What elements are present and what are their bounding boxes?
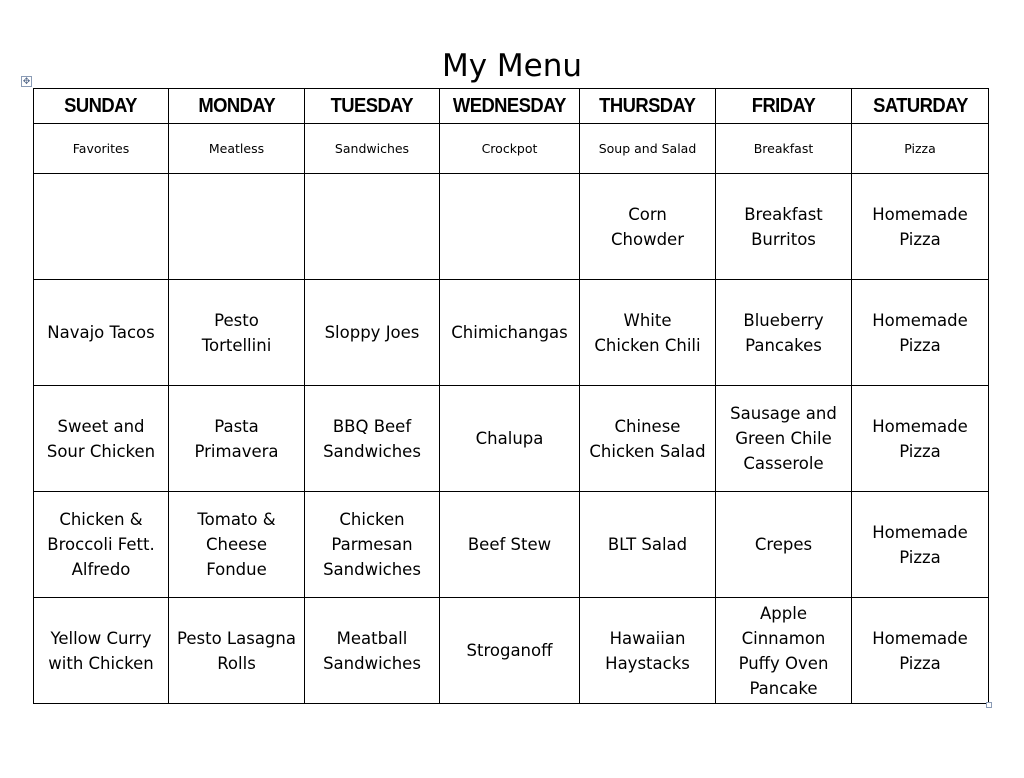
meal-row-week-2 — [34, 280, 989, 386]
meal-cell[interactable]: Chicken Parmesan Sandwiches — [305, 492, 440, 598]
meal-cell[interactable]: Sweet and Sour Chicken — [34, 386, 169, 492]
meal-cell[interactable]: Homemade Pizza — [852, 598, 989, 704]
meal-cell[interactable] — [440, 174, 580, 280]
meal-cell[interactable]: Yellow Curry with Chicken — [34, 598, 169, 704]
day-header-thursday[interactable]: THURSDAY — [580, 89, 716, 124]
theme-cell-monday[interactable]: Meatless — [169, 124, 305, 174]
meal-cell[interactable]: Tomato & Cheese Fondue — [169, 492, 305, 598]
table-move-handle-icon[interactable]: ✥ — [22, 76, 31, 86]
day-header-saturday[interactable]: SATURDAY — [852, 89, 989, 124]
meal-row-week-4 — [34, 492, 989, 598]
table-resize-handle-icon[interactable] — [986, 702, 992, 708]
meal-cell[interactable]: Homemade Pizza — [852, 174, 989, 280]
theme-row — [34, 124, 989, 174]
theme-cell-tuesday[interactable]: Sandwiches — [305, 124, 440, 174]
theme-cell-friday[interactable]: Breakfast — [716, 124, 852, 174]
day-header-tuesday[interactable]: TUESDAY — [305, 89, 440, 124]
meal-cell[interactable]: White Chicken Chili — [580, 280, 716, 386]
meal-cell[interactable]: Chicken & Broccoli Fett. Alfredo — [34, 492, 169, 598]
meal-cell[interactable] — [305, 174, 440, 280]
meal-cell[interactable]: Breakfast Burritos — [716, 174, 852, 280]
meal-cell[interactable]: Sloppy Joes — [305, 280, 440, 386]
page-title: My Menu — [441, 48, 583, 84]
meal-cell[interactable]: Crepes — [716, 492, 852, 598]
menu-table — [33, 88, 989, 704]
meal-cell[interactable]: Blueberry Pancakes — [716, 280, 852, 386]
meal-cell[interactable]: Chinese Chicken Salad — [580, 386, 716, 492]
meal-cell[interactable]: Chimichangas — [440, 280, 580, 386]
meal-cell[interactable]: Hawaiian Haystacks — [580, 598, 716, 704]
theme-cell-sunday[interactable]: Favorites — [34, 124, 169, 174]
meal-cell[interactable]: Chalupa — [440, 386, 580, 492]
meal-row-week-3 — [34, 386, 989, 492]
meal-cell[interactable]: Homemade Pizza — [852, 492, 989, 598]
meal-cell[interactable]: Homemade Pizza — [852, 386, 989, 492]
meal-cell[interactable]: Navajo Tacos — [34, 280, 169, 386]
meal-cell[interactable]: Apple Cinnamon Puffy Oven Pancake — [716, 598, 852, 704]
theme-cell-saturday[interactable]: Pizza — [852, 124, 989, 174]
meal-row-week-5 — [34, 598, 989, 704]
meal-cell[interactable]: Pesto Lasagna Rolls — [169, 598, 305, 704]
meal-cell[interactable]: BBQ Beef Sandwiches — [305, 386, 440, 492]
meal-row-week-1 — [34, 174, 989, 280]
meal-cell[interactable]: Homemade Pizza — [852, 280, 989, 386]
theme-cell-thursday[interactable]: Soup and Salad — [580, 124, 716, 174]
day-header-row — [34, 89, 989, 124]
day-header-monday[interactable]: MONDAY — [169, 89, 305, 124]
meal-cell[interactable] — [34, 174, 169, 280]
meal-cell[interactable]: Corn Chowder — [580, 174, 716, 280]
meal-cell[interactable]: BLT Salad — [580, 492, 716, 598]
theme-cell-wednesday[interactable]: Crockpot — [440, 124, 580, 174]
meal-cell[interactable]: Sausage and Green Chile Casserole — [716, 386, 852, 492]
meal-cell[interactable] — [169, 174, 305, 280]
meal-cell[interactable]: Stroganoff — [440, 598, 580, 704]
meal-cell[interactable]: Beef Stew — [440, 492, 580, 598]
day-header-friday[interactable]: FRIDAY — [716, 89, 852, 124]
day-header-sunday[interactable]: SUNDAY — [34, 89, 169, 124]
meal-cell[interactable]: Pesto Tortellini — [169, 280, 305, 386]
meal-cell[interactable]: Meatball Sandwiches — [305, 598, 440, 704]
day-header-wednesday[interactable]: WEDNESDAY — [440, 89, 580, 124]
meal-cell[interactable]: Pasta Primavera — [169, 386, 305, 492]
